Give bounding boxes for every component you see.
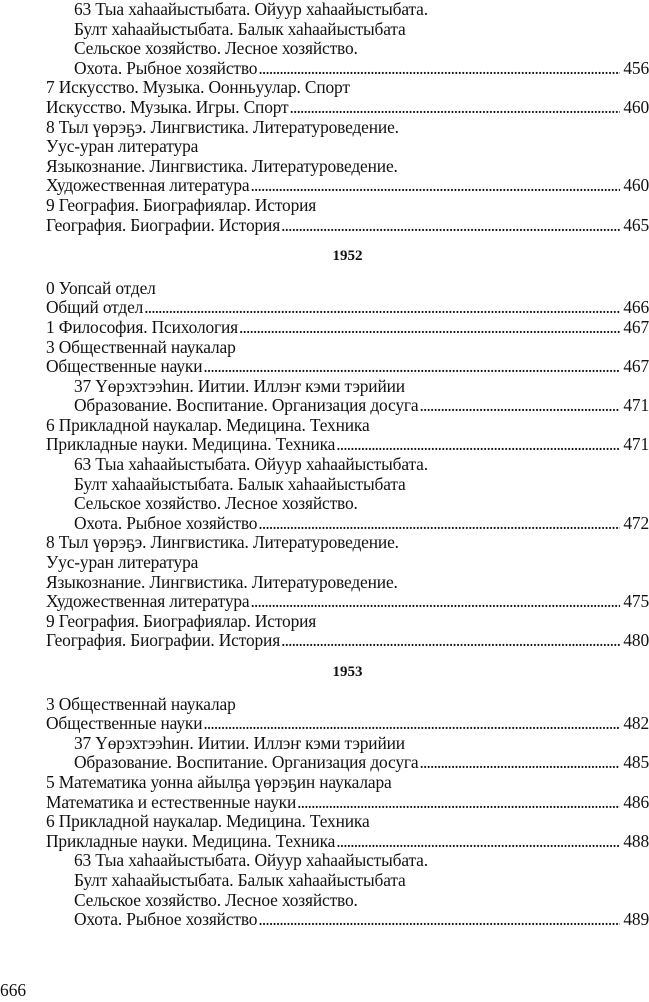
- toc-heading-line: Булт хаһаайыстыбата. Балык хаһаайыстыбата: [74, 870, 406, 890]
- dot-leader: [290, 98, 621, 118]
- toc-heading-line: 63 Тыа хаһаайыстыбата. Ойуур хаһаайыстыбата.: [74, 851, 428, 871]
- toc-entry-page: 467: [623, 357, 649, 377]
- year-heading: 1953: [332, 664, 363, 680]
- toc-heading-line: 5 Математика уонна айылҕа үөрэҕин наукалара: [46, 772, 392, 792]
- toc-heading-line: Языкознание. Лингвистика. Литературоведение.: [46, 572, 398, 592]
- toc-entry-title: Общий отдел: [46, 298, 144, 318]
- toc-heading-line: 7 Искусство. Музыка. Оонньуулар. Спорт: [46, 78, 350, 98]
- toc-entry[interactable]: [46, 793, 649, 813]
- toc-heading-line: 0 Уопсай отдел: [46, 278, 156, 298]
- toc-entry[interactable]: [46, 910, 649, 930]
- year-heading: 1952: [332, 248, 363, 265]
- toc-entry-title: Искусство. Музыка. Игры. Спорт: [46, 97, 289, 117]
- toc-entry-page: 486: [623, 792, 649, 812]
- dot-leader: [258, 514, 620, 534]
- toc-heading-line: 3 Общественнай наукалар: [46, 694, 236, 714]
- toc-entry[interactable]: [46, 216, 649, 236]
- dot-leader: [419, 396, 620, 416]
- dot-leader: [258, 910, 620, 930]
- toc-entry[interactable]: [46, 59, 649, 79]
- toc-heading-line: 9 География. Биографиялар. История: [46, 611, 317, 631]
- toc-heading-line: Сельское хозяйство. Лесное хозяйство.: [74, 39, 358, 59]
- toc-entry-title: Художественная литература: [46, 592, 250, 612]
- toc-heading-line: 6 Прикладной наукалар. Медицина. Техника: [46, 415, 370, 435]
- dot-leader: [419, 753, 620, 773]
- toc-entry[interactable]: [46, 753, 649, 773]
- toc-heading-line: 63 Тыа хаһаайыстыбата. Ойуур хаһаайыстыбата.: [74, 0, 428, 19]
- toc-heading-line: Булт хаһаайыстыбата. Балык хаһаайыстыбата: [74, 474, 406, 494]
- toc-entry-page: 460: [623, 97, 649, 117]
- toc-entry[interactable]: [46, 631, 649, 651]
- toc-entry-title: Математика и естественные науки: [46, 792, 297, 812]
- toc-entry-page: 480: [623, 631, 649, 651]
- dot-leader: [297, 793, 620, 813]
- dot-leader: [251, 176, 621, 196]
- toc-entry[interactable]: [46, 357, 649, 377]
- toc-entry-title: Прикладные науки. Медицина. Техника: [46, 435, 336, 455]
- toc-entry[interactable]: [46, 298, 649, 318]
- toc-heading-line: Булт хаһаайыстыбата. Балык хаһаайыстыбата: [74, 19, 406, 39]
- spacer: [46, 683, 649, 695]
- dot-leader: [281, 631, 620, 651]
- toc-heading-line: 8 Тыл үөрэҕэ. Лингвистика. Литературоведение.: [46, 533, 399, 553]
- toc-heading-line: 3 Общественнай наукалар: [46, 337, 236, 357]
- toc-entry-page: 489: [623, 910, 649, 930]
- toc-entry-title: Охота. Рыбное хозяйство: [74, 513, 258, 533]
- toc-entry-title: Охота. Рыбное хозяйство: [74, 58, 258, 78]
- toc-entry[interactable]: [46, 832, 649, 852]
- dot-leader: [251, 592, 621, 612]
- toc-entry-title: Общественные науки: [46, 714, 203, 734]
- spacer: [46, 267, 649, 279]
- toc-entry-page: 475: [623, 592, 649, 612]
- toc-entry-page: 465: [623, 215, 649, 235]
- toc-entry[interactable]: [46, 176, 649, 196]
- toc-entry-title: Художественная литература: [46, 176, 250, 196]
- toc-entry[interactable]: [46, 396, 649, 416]
- toc-entry-page: 472: [623, 513, 649, 533]
- toc-entry-page: 467: [623, 317, 649, 337]
- dot-leader: [239, 318, 620, 338]
- toc-heading-line: 9 География. Биографиялар. История: [46, 195, 317, 215]
- toc-entry[interactable]: [46, 514, 649, 534]
- toc-heading-line: 37 Үөрэхтээһин. Иитии. Иллэҥ кэми тэрийии: [74, 376, 405, 396]
- toc-entry-title: Прикладные науки. Медицина. Техника: [46, 831, 336, 851]
- dot-leader: [281, 216, 620, 236]
- toc-entry-page: 466: [623, 298, 649, 318]
- toc-heading-line: 6 Прикладной наукалар. Медицина. Техника: [46, 812, 370, 832]
- toc-entry[interactable]: [46, 98, 649, 118]
- toc-entry-title: Образование. Воспитание. Организация досуга: [74, 753, 419, 773]
- toc-entry[interactable]: [46, 435, 649, 455]
- toc-heading-line: 63 Тыа хаһаайыстыбата. Ойуур хаһаайыстыбата.: [74, 455, 428, 475]
- toc-entry-page: 471: [623, 435, 649, 455]
- toc-heading-line: Языкознание. Лингвистика. Литературоведение.: [46, 156, 398, 176]
- toc-entry-title: География. Биографии. История: [46, 215, 281, 235]
- spacer: [46, 235, 649, 247]
- toc-entry-title: 1 Философия. Психология: [46, 317, 239, 337]
- dot-leader: [203, 714, 620, 734]
- spacer: [46, 651, 649, 663]
- toc-entry-page: 460: [623, 176, 649, 196]
- toc-entry-page: 488: [623, 831, 649, 851]
- table-of-contents: [46, 0, 649, 930]
- toc-entry-title: Охота. Рыбное хозяйство: [74, 910, 258, 930]
- dot-leader: [336, 832, 620, 852]
- toc-entry-title: География. Биографии. История: [46, 631, 281, 651]
- page-number: 666: [0, 980, 27, 1000]
- dot-leader: [258, 59, 620, 79]
- toc-heading-line: Уус-уран литература: [46, 137, 199, 157]
- toc-entry-page: 485: [623, 753, 649, 773]
- toc-entry[interactable]: [46, 592, 649, 612]
- toc-entry[interactable]: [46, 318, 649, 338]
- dot-leader: [336, 435, 620, 455]
- toc-entry-title: Образование. Воспитание. Организация досуга: [74, 396, 419, 416]
- toc-heading-line: 8 Тыл үөрэҕэ. Лингвистика. Литературоведение.: [46, 117, 399, 137]
- toc-entry-title: Общественные науки: [46, 357, 203, 377]
- toc-entry[interactable]: [46, 714, 649, 734]
- toc-heading-line: 37 Үөрэхтээһин. Иитии. Иллэҥ кэми тэрийии: [74, 733, 405, 753]
- toc-entry-page: 482: [623, 714, 649, 734]
- toc-heading-line: Уус-уран литература: [46, 553, 199, 573]
- toc-heading-line: Сельское хозяйство. Лесное хозяйство.: [74, 494, 358, 514]
- dot-leader: [203, 357, 620, 377]
- dot-leader: [144, 298, 620, 318]
- toc-heading-line: Сельское хозяйство. Лесное хозяйство.: [74, 890, 358, 910]
- toc-entry-page: 456: [623, 58, 649, 78]
- toc-entry-page: 471: [623, 396, 649, 416]
